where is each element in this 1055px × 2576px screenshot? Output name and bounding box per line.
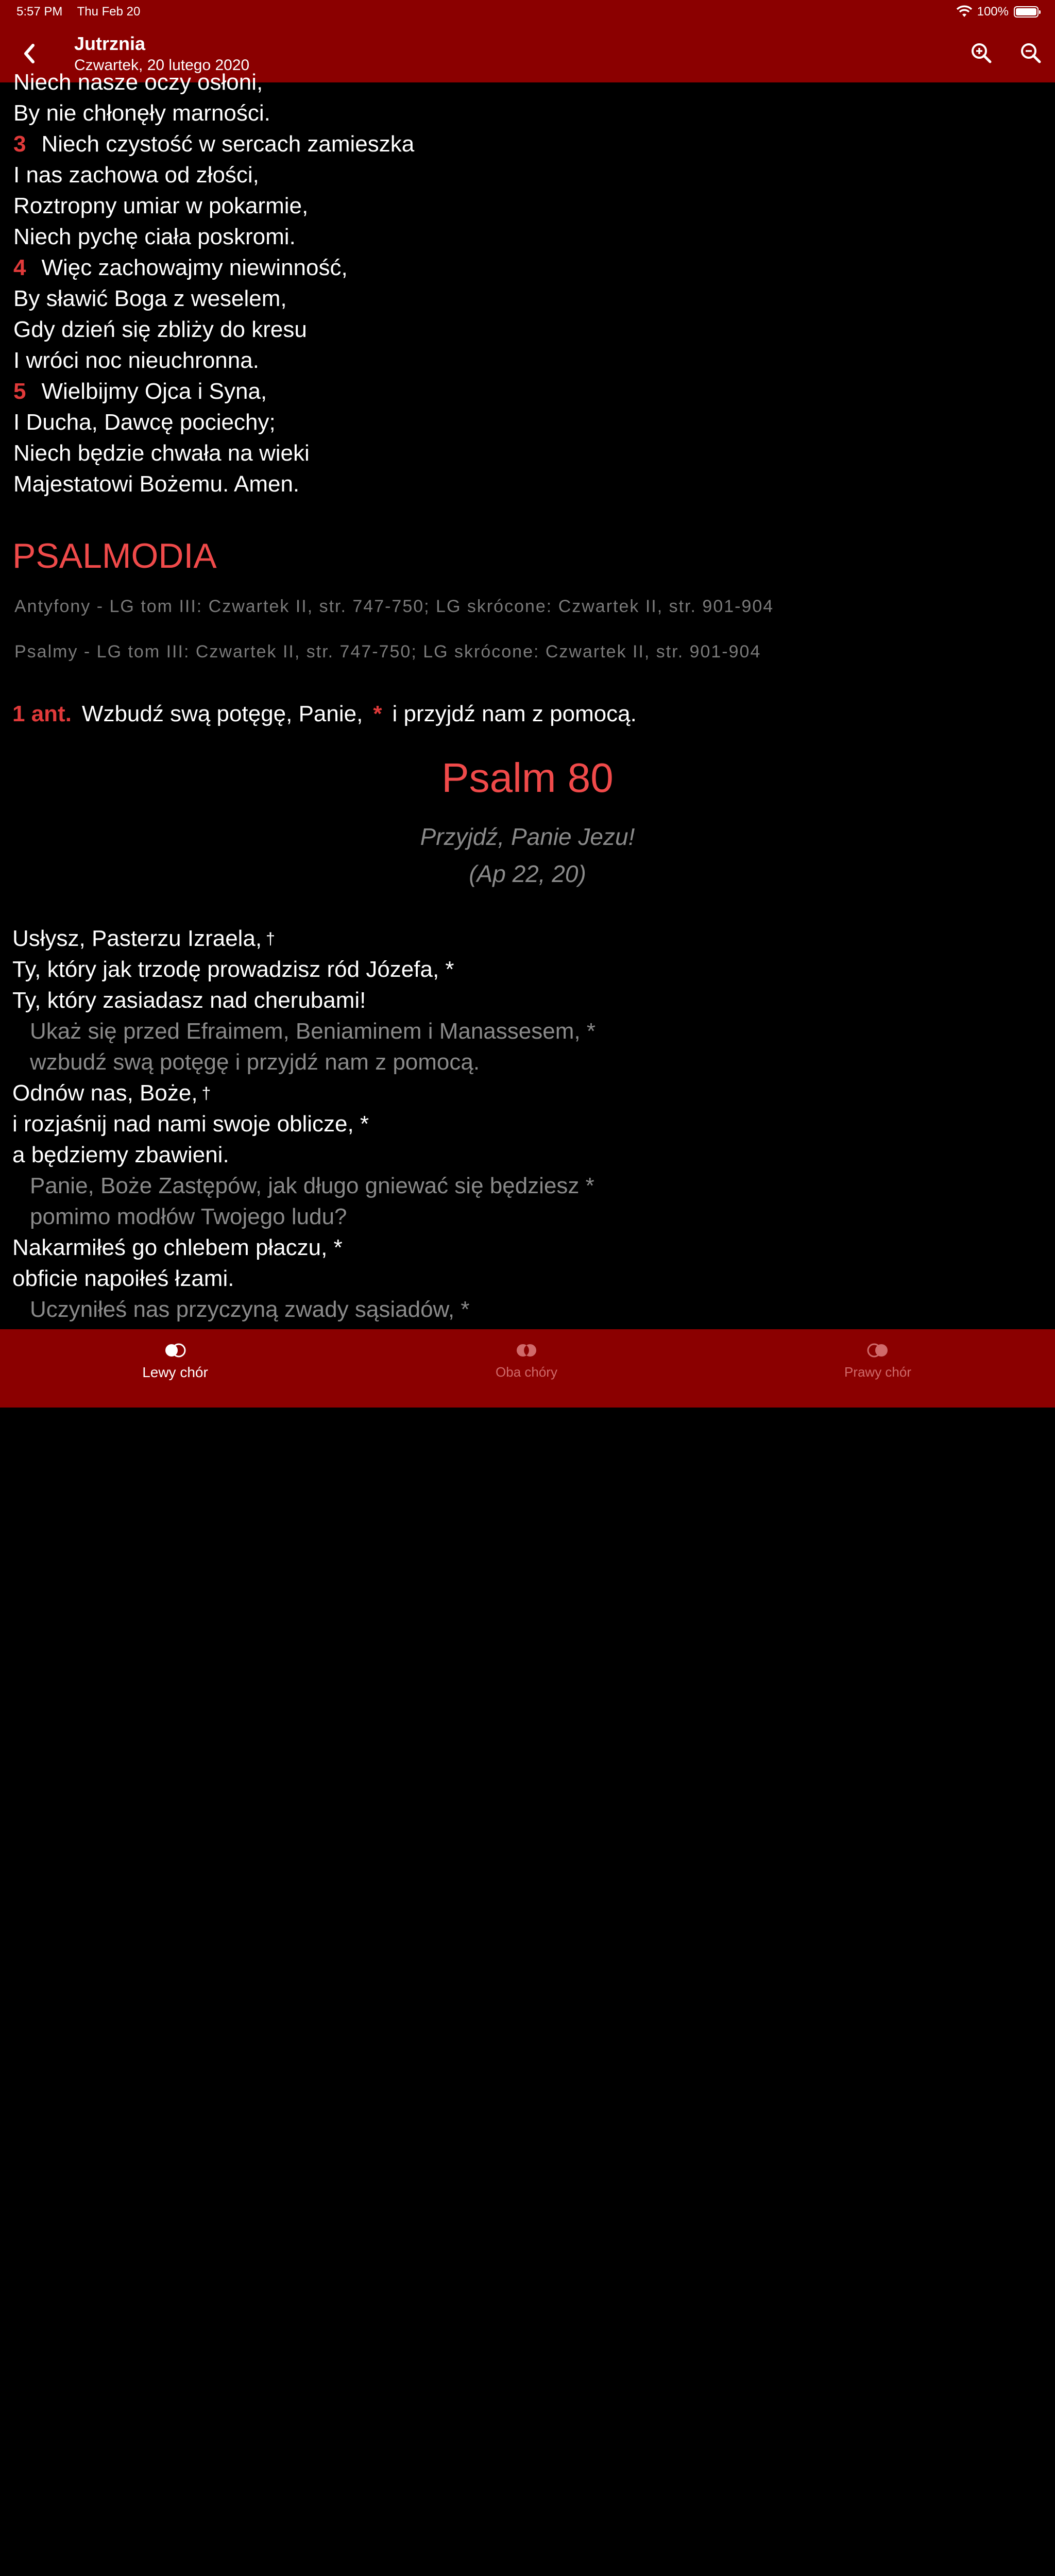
psalm-title: Psalm 80 [441, 755, 614, 801]
psalm-verse-choir-b [0, 1201, 1055, 1232]
verse-number: 4 [13, 255, 26, 280]
page-subtitle: Czwartek, 20 lutego 2020 [74, 57, 250, 74]
psalm-line-text: pomimo modłów Twojego ludu? [30, 1204, 347, 1229]
back-chevron-icon [13, 37, 46, 70]
both-choirs-icon [514, 1343, 539, 1358]
hymn-line [0, 469, 1055, 500]
tab-right-choir[interactable] [801, 1343, 955, 1380]
back-button[interactable] [13, 37, 46, 70]
hymn-line-text: I nas zachowa od złości, [13, 162, 259, 188]
hymn-line-text: Niech czystość w sercach zamieszka [41, 131, 415, 157]
psalms-reference: Psalmy - LG tom III: Czwartek II, str. 747-750; LG skrócone: Czwartek II, str. 901-904 [14, 642, 761, 662]
tab-left-choir[interactable] [98, 1343, 252, 1381]
hymn-line [0, 407, 1055, 438]
psalm-line-text: Nakarmiłeś go chlebem płaczu, * [12, 1235, 343, 1260]
psalm-line-text: i rozjaśnij nad nami swoje oblicze, * [12, 1111, 369, 1137]
content-scroll [0, 67, 1055, 1325]
hymn-line-text: I wróci noc nieuchronna. [13, 348, 259, 373]
battery-icon [1014, 6, 1039, 18]
right-choir-icon [865, 1343, 890, 1358]
hymn-line-text: Majestatowi Bożemu. Amen. [13, 471, 300, 497]
psalm-subtitle: Przyjdź, Panie Jezu! [420, 823, 635, 850]
antiphon-asterisk: * [373, 701, 382, 726]
status-left [16, 5, 151, 19]
hymn-line [0, 314, 1055, 345]
psalm-line-text: wzbudź swą potęgę i przyjdź nam z pomocą. [30, 1049, 480, 1075]
tab-both-choirs[interactable] [449, 1343, 604, 1380]
psalm-verse-choir-a [0, 985, 1055, 1016]
zoom-in-icon [966, 38, 997, 69]
hymn-line-text: Niech będzie chwała na wieki [13, 440, 310, 466]
psalm-line-text: Odnów nas, Boże, [12, 1080, 198, 1106]
status-time: 5:57 PM [16, 5, 63, 19]
psalm-verse-choir-a [0, 1263, 1055, 1294]
verse-number: 5 [13, 379, 26, 404]
antiphons-reference: Antyfony - LG tom III: Czwartek II, str. 747-750; LG skrócone: Czwartek II, str. 901-904 [14, 597, 774, 616]
psalm-verse-choir-a [0, 1078, 1055, 1109]
hymn-line [0, 129, 1055, 160]
psalm-line-text: Ukaż się przed Efraimem, Beniaminem i Manassesem, * [30, 1019, 595, 1044]
antiphon [12, 699, 1055, 730]
verse-number: 3 [13, 131, 26, 157]
dagger-mark: † [201, 1084, 211, 1103]
hymn-line [0, 191, 1055, 222]
hymn-line [0, 283, 1055, 314]
hymn-line-text: By sławić Boga z weselem, [13, 286, 287, 311]
psalm-verse-choir-b [0, 1047, 1055, 1078]
psalm-verse-choir-a [0, 923, 1055, 954]
hymn-line [0, 222, 1055, 252]
status-date: Thu Feb 20 [77, 5, 141, 19]
psalm-verse-choir-b [0, 1171, 1055, 1201]
psalm-line-text: Ty, który jak trzodę prowadzisz ród Józefa, * [12, 957, 454, 982]
psalm-verse-choir-b [0, 1016, 1055, 1047]
left-choir-icon [163, 1343, 188, 1358]
tab-both-choirs-label: Oba chóry [496, 1364, 557, 1380]
psalm-line-text: obficie napoiłeś łzami. [12, 1266, 234, 1291]
antiphon-label: 1 ant. [12, 701, 72, 726]
zoom-in-button[interactable] [966, 38, 997, 69]
antiphon-text-part1: Wzbudź swą potęgę, Panie, [81, 701, 363, 726]
battery-percent: 100% [977, 5, 1009, 19]
psalm-verse-choir-b [0, 1294, 1055, 1325]
hymn-stanzas [0, 67, 1055, 500]
hymn-line [0, 252, 1055, 283]
hymn-line-text: Niech nasze oczy osłoni, [13, 70, 263, 95]
zoom-out-icon [1016, 38, 1047, 69]
wifi-icon [957, 6, 972, 18]
hymn-line-text: Niech pychę ciała poskromi. [13, 224, 296, 249]
hymn-line-text: Roztropny umiar w pokarmie, [13, 193, 309, 218]
psalm-body [0, 923, 1055, 1325]
psalm-verse-choir-a [0, 1140, 1055, 1171]
psalm-verse-choir-a [0, 1109, 1055, 1140]
psalm-line-text: Usłysz, Pasterzu Izraela, [12, 926, 262, 951]
section-title: PSALMODIA [12, 536, 217, 575]
status-right [957, 5, 1039, 19]
tab-left-choir-label: Lewy chór [142, 1364, 208, 1380]
hymn-line-text: By nie chłonęły marności. [13, 100, 270, 126]
psalm-citation: (Ap 22, 20) [469, 860, 586, 887]
hymn-line [0, 160, 1055, 191]
hymn-line-text: Gdy dzień się zbliży do kresu [13, 317, 307, 342]
hymn-line-text: Wielbijmy Ojca i Syna, [41, 379, 267, 404]
psalm-line-text: Ty, który zasiadasz nad cherubami! [12, 988, 366, 1013]
hymn-line [0, 98, 1055, 129]
hymn-line [0, 67, 1055, 98]
psalm-line-text: a będziemy zbawieni. [12, 1142, 229, 1167]
hymn-line [0, 376, 1055, 407]
zoom-out-button[interactable] [1016, 38, 1047, 69]
psalm-verse-choir-a [0, 1232, 1055, 1263]
antiphon-text-part2: i przyjdź nam z pomocą. [392, 701, 637, 726]
dagger-mark: † [266, 929, 275, 948]
choir-tab-bar [0, 1329, 1055, 1408]
hymn-line-text: Więc zachowajmy niewinność, [41, 255, 348, 280]
status-bar [0, 0, 1055, 25]
psalm-verse-choir-a [0, 954, 1055, 985]
liturgy-content[interactable] [0, 70, 1055, 1329]
hymn-line [0, 345, 1055, 376]
hymn-line-text: I Ducha, Dawcę pociechy; [13, 410, 276, 435]
tab-right-choir-label: Prawy chór [844, 1364, 912, 1380]
page-title: Jutrznia [74, 33, 146, 54]
hymn-line [0, 438, 1055, 469]
psalm-line-text: Panie, Boże Zastępów, jak długo gniewać się będziesz * [30, 1173, 594, 1198]
psalm-line-text: Uczyniłeś nas przyczyną zwady sąsiadów, * [30, 1297, 470, 1322]
